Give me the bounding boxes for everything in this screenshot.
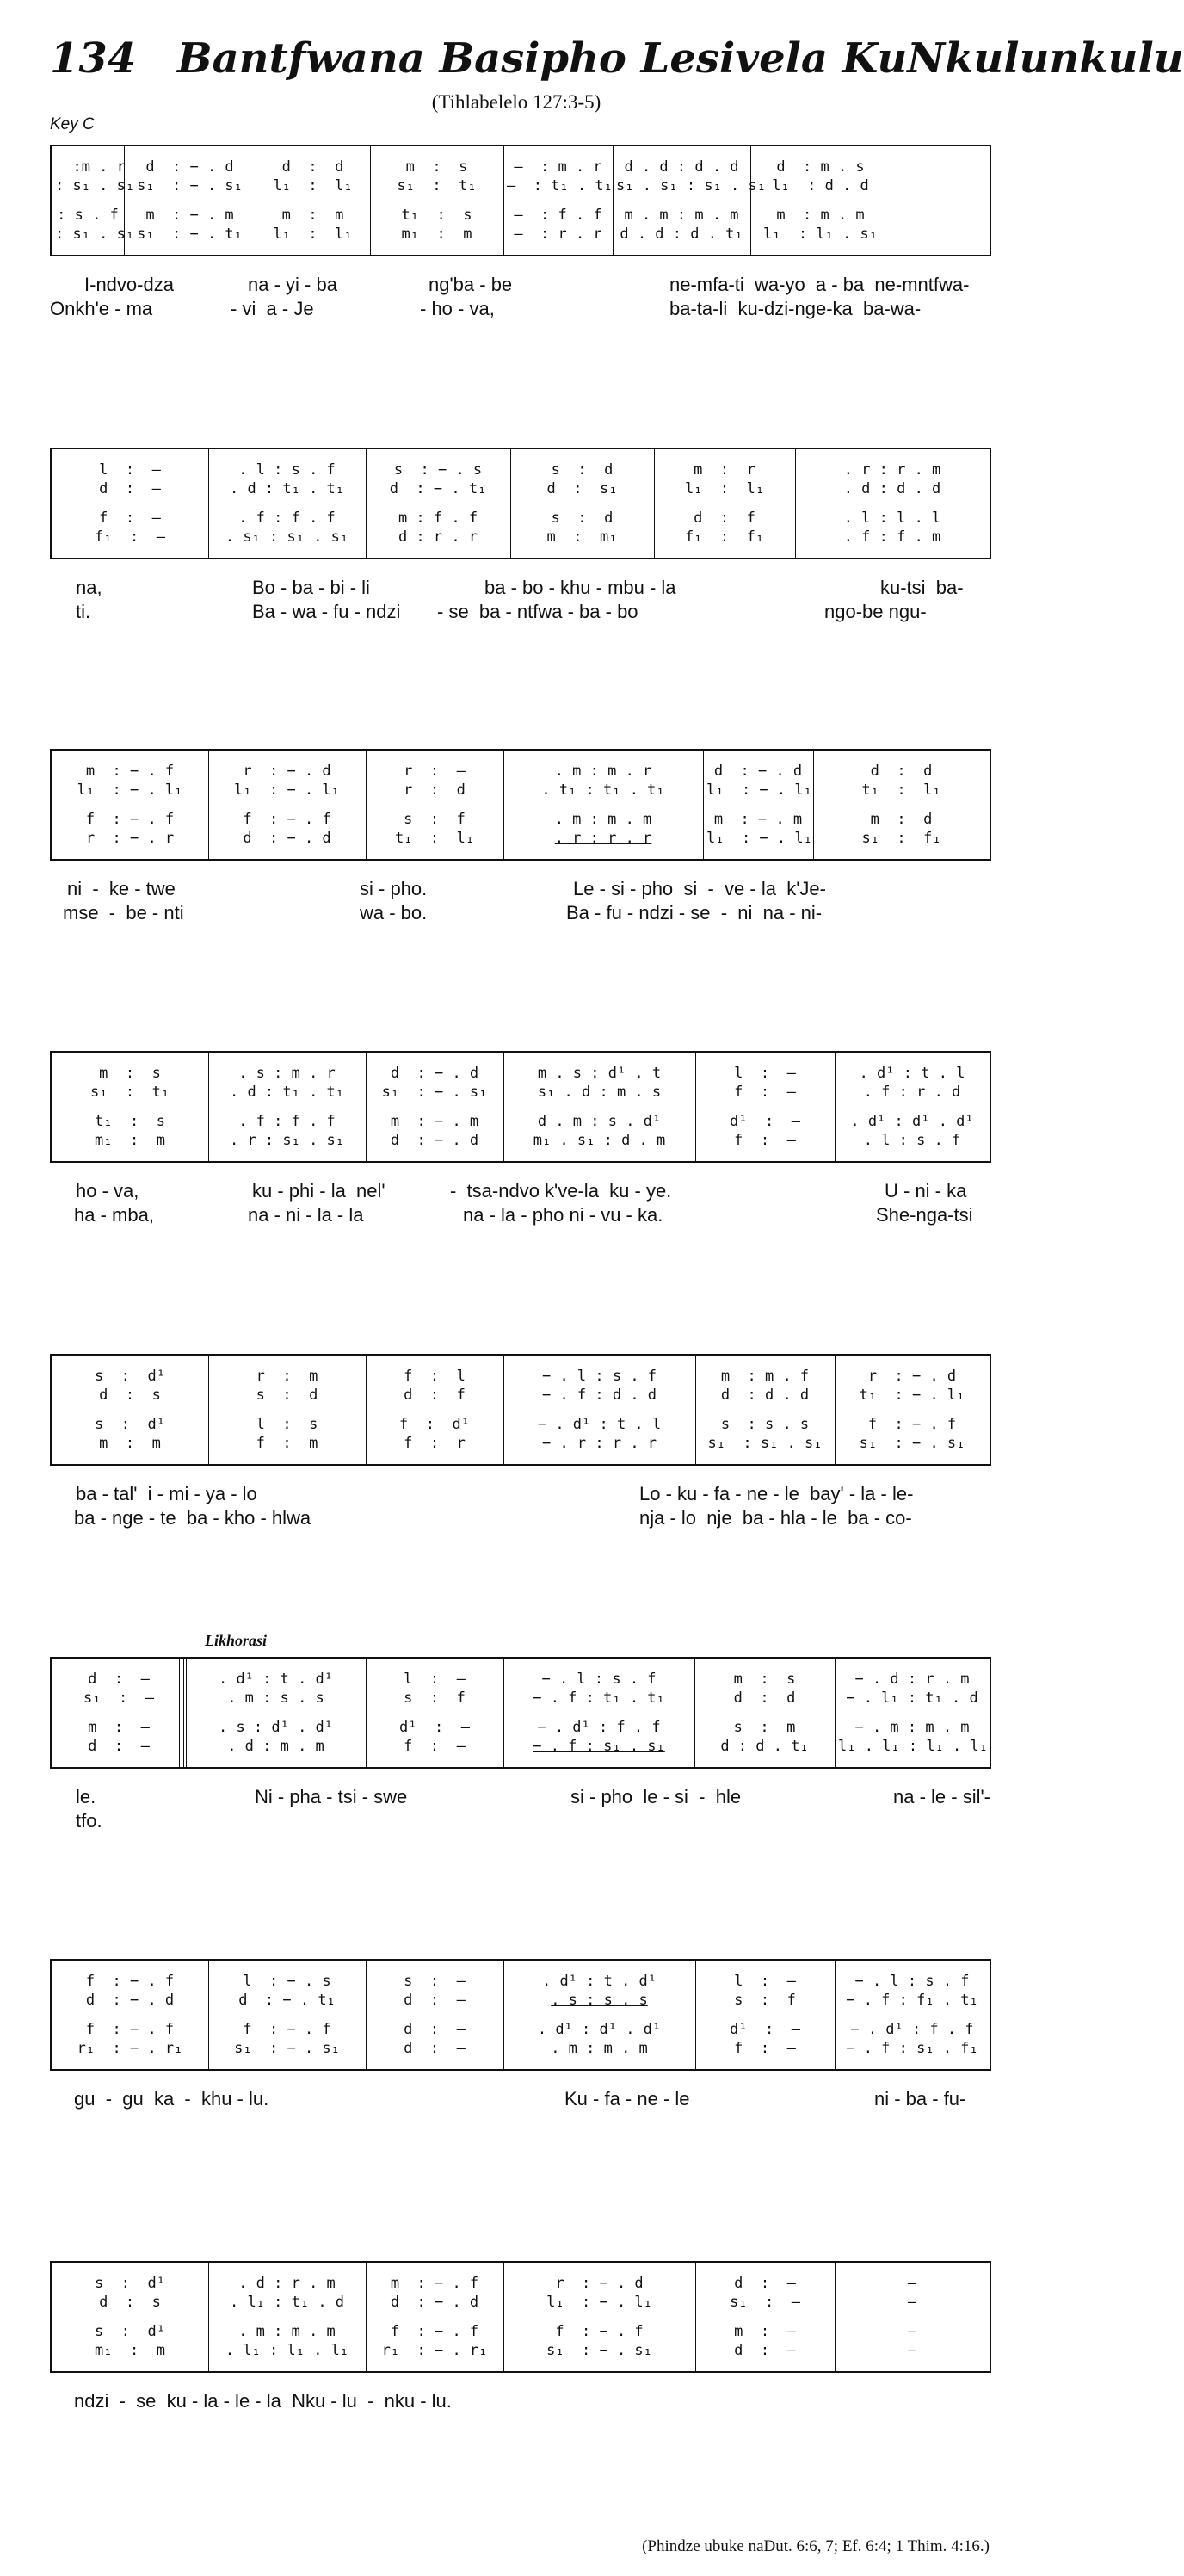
solfa-note: t₁ : l₁ [861, 781, 941, 799]
lyric-line: si - pho le - si - hle [570, 1786, 742, 1807]
barline [695, 1053, 696, 1161]
solfa-note: r : m [256, 1368, 318, 1385]
solfa-note: s₁ : − . s₁ [234, 2040, 340, 2057]
lyric-line: Bo - ba - bi - li [252, 577, 370, 598]
solfa-note: r : − . d [243, 763, 331, 780]
barline [694, 1659, 695, 1767]
barline [208, 449, 209, 558]
barline [503, 146, 504, 255]
solfa-note: . f : f . f [238, 1113, 336, 1130]
lyric-line: ne-mfa-ti wa-yo a - ba ne-mntfwa- [669, 274, 970, 295]
barline [503, 1659, 504, 1767]
solfa-note: f : — [404, 1738, 466, 1755]
solfa-note: t₁ : − . l₁ [859, 1387, 965, 1404]
solfa-note: l₁ : − . l₁ [706, 830, 812, 847]
solfa-note: d : − . d [243, 830, 331, 847]
solfa-note: r : − . d [555, 2275, 644, 2292]
solfa-note: . s₁ : s₁ . s₁ [225, 528, 349, 546]
solfa-note: r₁ : − . r₁ [77, 2040, 183, 2057]
key-signature: Key C [50, 115, 95, 133]
solfa-note: . f : r . d [863, 1084, 961, 1101]
barline [370, 146, 371, 255]
solfa-note: − . f : s₁ . s₁ [533, 1738, 665, 1755]
tonic-solfa-staff [50, 2261, 991, 2373]
solfa-note: s : s . s [720, 1416, 810, 1433]
solfa-note: s : d¹ [95, 1416, 165, 1433]
solfa-note: m₁ : m [95, 2342, 165, 2359]
lyric-line: ho - va, [76, 1180, 139, 1202]
barline [835, 1659, 836, 1767]
solfa-note: s : d¹ [95, 1368, 165, 1385]
solfa-note: . l : s . f [863, 1132, 961, 1149]
solfa-note: f : − . f [243, 2021, 331, 2038]
barline [208, 2263, 209, 2371]
solfa-note: . l₁ : t₁ . d [229, 2294, 345, 2311]
solfa-note: d : d [733, 1690, 796, 1707]
solfa-note: f : d¹ [399, 1416, 470, 1433]
solfa-note: − . l : s . f [541, 1368, 657, 1385]
barline [510, 449, 511, 558]
solfa-note: d . d : d . t₁ [620, 225, 743, 243]
barline [366, 449, 367, 558]
solfa-note: m : m [99, 1435, 161, 1452]
solfa-note: . d : r . m [238, 2275, 336, 2292]
solfa-note: − . f : s₁ . f₁ [846, 2040, 978, 2057]
solfa-note: — [907, 2275, 917, 2292]
solfa-note: s₁ : s₁ . s₁ [707, 1435, 823, 1452]
lyric-line: tfo. [76, 1810, 102, 1832]
solfa-note: — : f . f [514, 207, 602, 224]
solfa-note: l₁ : d . d [772, 177, 869, 195]
lyric-line: Onkh'e - ma [50, 298, 153, 319]
lyric-line: gu - gu ka - khu - lu. [74, 2088, 269, 2110]
solfa-note: s : d [551, 461, 614, 479]
barline [366, 1356, 367, 1464]
solfa-note: l : − . s [243, 1973, 331, 1990]
solfa-note: . t₁ : t₁ . t₁ [541, 781, 665, 799]
solfa-note: r : − . d [867, 1368, 957, 1385]
solfa-note: t₁ : s [401, 207, 472, 224]
solfa-note: f : r [404, 1435, 466, 1452]
lyric-line: nja - lo nje ba - hla - le ba - co- [639, 1507, 912, 1529]
solfa-note: m : s [733, 1671, 796, 1688]
solfa-note: :m . r [55, 158, 126, 176]
solfa-note: m : − . m [713, 811, 803, 828]
scripture-references: (Phindze ubuke naDut. 6:6, 7; Ef. 6:4; 1 Thim. 4:16.) [642, 2537, 990, 2555]
barline [208, 751, 209, 859]
solfa-note: . f : f . m [843, 528, 941, 546]
solfa-note: . s : s . s [551, 1992, 648, 2009]
solfa-note: . f : f . f [238, 510, 336, 527]
solfa-note: . d : t₁ . t₁ [229, 480, 345, 497]
hymn-title: Bantfwana Basipho Lesivela KuNkulunkulu [177, 34, 1184, 83]
solfa-note: f : − . f [555, 2323, 644, 2340]
tonic-solfa-staff [50, 1657, 991, 1769]
barline [503, 1961, 504, 2069]
solfa-note: m : m₁ [546, 528, 618, 546]
solfa-note: d . d : d . d [624, 158, 739, 176]
lyric-line: ti. [76, 601, 91, 622]
lyric-line: ni - ba - fu- [874, 2088, 966, 2110]
barline [703, 751, 704, 859]
lyric-line: ni - ke - twe [67, 878, 176, 899]
solfa-note: . l₁ : l₁ . l₁ [225, 2342, 349, 2359]
solfa-note: s : d [256, 1387, 318, 1404]
solfa-note: s : f [404, 1690, 466, 1707]
solfa-note: . d : t₁ . t₁ [229, 1084, 345, 1101]
solfa-note: d : m . s [776, 158, 865, 176]
solfa-note: d : f [694, 510, 755, 527]
solfa-note: — : m . r [514, 158, 602, 176]
solfa-note: : s₁ . s₁ [55, 225, 135, 243]
solfa-note: d : — [88, 1738, 150, 1755]
solfa-note: — : r . r [514, 225, 602, 243]
solfa-note: d¹ : — [730, 2021, 800, 2038]
solfa-note: − . f : t₁ . t₁ [533, 1690, 665, 1707]
solfa-note: d : f [404, 1387, 466, 1404]
barline [835, 2263, 836, 2371]
solfa-note: f : — [734, 1132, 796, 1149]
barline [835, 1053, 836, 1161]
solfa-note: − . l₁ : t₁ . d [846, 1690, 978, 1707]
lyric-line: Ni - pha - tsi - swe [255, 1786, 408, 1807]
solfa-note: m₁ : m [95, 1132, 165, 1149]
solfa-note: m : m [281, 207, 344, 224]
solfa-note: l₁ : l₁ [684, 480, 765, 497]
lyric-line: Ku - fa - ne - le [564, 2088, 690, 2110]
barline [208, 1053, 209, 1161]
solfa-note: s : d¹ [95, 2323, 165, 2340]
solfa-note: m : − . m [145, 207, 234, 224]
tonic-solfa-staff [50, 448, 991, 559]
lyric-line: ngo-be ngu- [824, 601, 927, 622]
lyric-line: ku-tsi ba- [880, 577, 964, 598]
barline [795, 449, 796, 558]
solfa-note: d : s₁ [546, 480, 618, 497]
solfa-note: m : f . f [398, 510, 478, 527]
solfa-note: l₁ : − . l₁ [706, 781, 812, 799]
barline [366, 1961, 367, 2069]
solfa-note: s : — [404, 1973, 466, 1990]
solfa-note: — [907, 2294, 917, 2311]
solfa-note: l₁ : − . l₁ [234, 781, 340, 799]
solfa-note: d . m : s . d¹ [537, 1113, 662, 1130]
solfa-note: − . d¹ : f . f [537, 1719, 661, 1736]
solfa-note: s₁ : − . s₁ [859, 1435, 965, 1452]
solfa-note: d¹ : — [399, 1719, 470, 1736]
tonic-solfa-staff [50, 1354, 991, 1466]
solfa-note: m : s [99, 1065, 161, 1082]
barline [503, 2263, 504, 2371]
solfa-note: d : r . r [398, 528, 478, 546]
lyric-line: Lo - ku - fa - ne - le bay' - la - le- [639, 1483, 914, 1504]
lyric-line: ha - mba, [74, 1204, 154, 1226]
solfa-note: . d¹ : t . l [859, 1065, 965, 1082]
barline [750, 146, 751, 255]
solfa-note: f : m [256, 1435, 318, 1452]
solfa-note: m : − . f [85, 763, 175, 780]
lyric-line: ng'ba - be [429, 274, 513, 295]
lyric-line: ba - nge - te ba - kho - hlwa [74, 1507, 311, 1529]
solfa-note: s₁ : − . t₁ [137, 225, 243, 243]
solfa-note: f : l [404, 1368, 466, 1385]
solfa-note: . m : m . m [238, 2323, 336, 2340]
solfa-note: f : − . f [243, 811, 331, 828]
solfa-note: d¹ : — [730, 1113, 800, 1130]
solfa-note: f₁ : f₁ [684, 528, 765, 546]
solfa-note: s₁ : — [83, 1690, 154, 1707]
solfa-note: l : — [404, 1671, 466, 1688]
solfa-note: : s . f [57, 207, 119, 224]
solfa-note: − . f : d . d [541, 1387, 657, 1404]
barline [813, 751, 814, 859]
solfa-note: s : f [734, 1992, 796, 2009]
barline [695, 1356, 696, 1464]
solfa-note: . r : r . r [554, 830, 652, 847]
solfa-note: t₁ : l₁ [394, 830, 475, 847]
solfa-note: d : − . d [390, 1132, 479, 1149]
lyric-line: She-nga-tsi [876, 1204, 973, 1226]
lyric-line: na - la - pho ni - vu - ka. [463, 1204, 663, 1226]
solfa-note: s₁ : − . s₁ [381, 1084, 488, 1101]
solfa-note: . s : d¹ . d¹ [218, 1719, 334, 1736]
lyric-line: le. [76, 1786, 96, 1807]
solfa-note: . d : d . d [843, 480, 941, 497]
solfa-note: s₁ . s₁ : s₁ . s₁ [616, 177, 766, 195]
barline [186, 1659, 187, 1767]
solfa-note: s₁ : t₁ [89, 1084, 170, 1101]
solfa-note: s : f [404, 811, 466, 828]
solfa-note: l₁ : l₁ [273, 177, 353, 195]
solfa-note: m . m : m . m [624, 207, 739, 224]
solfa-note: d : − . d [85, 1992, 175, 2009]
solfa-note: − . l : s . f [541, 1671, 657, 1688]
lyric-line: ba - bo - khu - mbu - la [484, 577, 676, 598]
chorus-label: Likhorasi [205, 1632, 268, 1649]
solfa-note: l₁ : − . l₁ [77, 781, 183, 799]
solfa-note: . m : m . r [554, 763, 652, 780]
solfa-note: . r : r . m [843, 461, 941, 479]
solfa-note: l₁ : l₁ . s₁ [762, 225, 879, 243]
solfa-note: l : s [256, 1416, 318, 1433]
lyric-line: wa - bo. [360, 902, 428, 924]
solfa-note: s : − . s [393, 461, 483, 479]
solfa-note: d : s [99, 1387, 161, 1404]
solfa-note: . d¹ : d¹ . d¹ [537, 2021, 662, 2038]
tonic-solfa-staff [50, 1051, 991, 1163]
solfa-note: m₁ : m [401, 225, 472, 243]
solfa-note: t₁ : s [95, 1113, 165, 1130]
solfa-note: m : — [88, 1719, 150, 1736]
solfa-note: d : − . d [713, 763, 803, 780]
solfa-note: d : − . d [390, 2294, 479, 2311]
solfa-note: f : − . f [867, 1416, 957, 1433]
lyric-line: na - le - sil'- [893, 1786, 990, 1807]
barline [366, 2263, 367, 2371]
barline [366, 1659, 367, 1767]
solfa-note: l₁ : − . l₁ [546, 2294, 652, 2311]
barline [503, 1356, 504, 1464]
barline [208, 1356, 209, 1464]
solfa-note: m : d [870, 811, 933, 828]
solfa-note: − . d : r . m [854, 1671, 970, 1688]
solfa-note: m : m . m [776, 207, 865, 224]
lyric-line: - vi a - Je [231, 298, 314, 319]
solfa-note: . m : s . s [227, 1690, 324, 1707]
solfa-note: l : — [734, 1065, 796, 1082]
lyric-line: Ba - fu - ndzi - se - ni na - ni- [566, 902, 823, 924]
solfa-note: d : — [404, 2021, 466, 2038]
solfa-note: l₁ : l₁ [273, 225, 353, 243]
solfa-note: d : − . t₁ [238, 1992, 336, 2009]
barline [366, 1053, 367, 1161]
lyric-line: na, [76, 577, 102, 598]
solfa-note: . d¹ : t . d¹ [218, 1671, 334, 1688]
lyric-line: - ho - va, [420, 298, 495, 319]
solfa-note: f : − . f [85, 1973, 175, 1990]
solfa-note: . m : m . m [551, 2040, 648, 2057]
solfa-note: f : — [734, 1084, 796, 1101]
solfa-note: f : − . f [85, 811, 175, 828]
solfa-note: d : d [281, 158, 344, 176]
solfa-note: r : − . r [85, 830, 175, 847]
solfa-note: . d¹ : d¹ . d¹ [850, 1113, 974, 1130]
lyric-line: Ba - wa - fu - ndzi [252, 601, 401, 622]
solfa-note: m : m . f [720, 1368, 810, 1385]
lyric-line: ba-ta-li ku-dzi-nge-ka ba-wa- [669, 298, 922, 319]
solfa-note: . s : m . r [238, 1065, 336, 1082]
tonic-solfa-staff [50, 1959, 991, 2071]
hymn-subtitle: (Tihlabelelo 127:3-5) [431, 91, 601, 113]
solfa-note: m : r [694, 461, 755, 479]
solfa-note: — : t₁ . t₁ [507, 177, 613, 195]
barline [695, 2263, 696, 2371]
solfa-note: − . r : r . r [541, 1435, 657, 1452]
solfa-note: − . l : s . f [854, 1973, 970, 1990]
solfa-note: s₁ : − . s₁ [137, 177, 243, 195]
lyric-line: I-ndvo-dza [84, 274, 174, 295]
lyric-line: na - ni - la - la [248, 1204, 364, 1226]
solfa-note: : s₁ . s₁ [55, 177, 135, 195]
solfa-note: d : — [99, 480, 161, 497]
lyric-line: mse - be - nti [63, 902, 184, 924]
solfa-note: d : — [88, 1671, 150, 1688]
barline [654, 449, 655, 558]
barline [613, 146, 614, 255]
solfa-note: d : s [99, 2294, 161, 2311]
solfa-note: r : d [404, 781, 466, 799]
barline [835, 1961, 836, 2069]
solfa-note: s : d [551, 510, 614, 527]
solfa-note: − . m : m . m [854, 1719, 970, 1736]
solfa-note: d : d . d [720, 1387, 810, 1404]
solfa-note: − . d¹ : f . f [850, 2021, 974, 2038]
solfa-note: m : s [405, 158, 468, 176]
lyric-line: Le - si - pho si - ve - la k'Je- [573, 878, 826, 899]
solfa-note: . d¹ : t . d¹ [541, 1973, 657, 1990]
hymn-heading [50, 34, 1184, 83]
solfa-note: r₁ : − . r₁ [381, 2342, 488, 2359]
solfa-note: m₁ . s₁ : d . m [533, 1132, 666, 1149]
solfa-note: d : d . t₁ [720, 1738, 809, 1755]
barline [208, 1961, 209, 2069]
lyric-line: U - ni - ka [885, 1180, 967, 1202]
solfa-note: s₁ : f₁ [861, 830, 941, 847]
barline [503, 751, 504, 859]
solfa-note: f : — [99, 510, 161, 527]
solfa-note: f : − . f [85, 2021, 175, 2038]
barline [366, 751, 367, 859]
solfa-note: . m : m . m [554, 811, 652, 828]
solfa-note: d : − . t₁ [389, 480, 487, 497]
lyric-line: ku - phi - la nel' [252, 1180, 385, 1202]
solfa-note: − . f : f₁ . t₁ [846, 1992, 978, 2009]
solfa-note: s : d¹ [95, 2275, 165, 2292]
solfa-note: — [907, 2323, 917, 2340]
solfa-note: m . s : d¹ . t [537, 1065, 662, 1082]
solfa-note: d : − . d [390, 1065, 479, 1082]
solfa-note: f : − . f [390, 2323, 479, 2340]
solfa-note: m : − . f [390, 2275, 479, 2292]
solfa-note: d : — [404, 2040, 466, 2057]
solfa-note: d : — [404, 1992, 466, 2009]
solfa-note: m : — [734, 2323, 796, 2340]
solfa-note: d : − . d [145, 158, 234, 176]
lyric-line: si - pho. [360, 878, 428, 899]
solfa-note: f : — [734, 2040, 796, 2057]
solfa-note: . l : s . f [238, 461, 336, 479]
lyric-line: - tsa-ndvo k've-la ku - ye. [450, 1180, 672, 1202]
solfa-note: — [907, 2342, 917, 2359]
tonic-solfa-staff [50, 145, 991, 256]
solfa-note: . r : s₁ . s₁ [229, 1132, 345, 1149]
solfa-note: . d : m . m [227, 1738, 324, 1755]
tonic-solfa-staff [50, 749, 991, 861]
lyric-line: na - yi - ba [248, 274, 337, 295]
solfa-note: d : d [870, 763, 933, 780]
solfa-note: l : — [99, 461, 161, 479]
lyric-line: - se ba - ntfwa - ba - bo [437, 601, 638, 622]
hymn-number: 134 [50, 34, 137, 83]
solfa-note: − . d¹ : t . l [537, 1416, 662, 1433]
solfa-note: s₁ : − . s₁ [546, 2342, 652, 2359]
solfa-note: s : m [733, 1719, 796, 1736]
lyric-line: ndzi - se ku - la - le - la Nku - lu - nku - lu. [74, 2390, 452, 2412]
solfa-note: l : — [734, 1973, 796, 1990]
solfa-note: s₁ : t₁ [397, 177, 477, 195]
barline [503, 1053, 504, 1161]
barline [835, 1356, 836, 1464]
lyric-line: ba - tal' i - mi - ya - lo [76, 1483, 257, 1504]
solfa-note: r : — [404, 763, 466, 780]
solfa-note: f₁ : — [95, 528, 165, 546]
barline [695, 1961, 696, 2069]
solfa-note: d : — [734, 2342, 796, 2359]
solfa-note: m : − . m [390, 1113, 479, 1130]
solfa-note: . l : l . l [843, 510, 941, 527]
solfa-note: s₁ . d : m . s [537, 1084, 662, 1101]
solfa-note: l₁ . l₁ : l₁ . l₁ [838, 1738, 988, 1755]
solfa-note: s₁ : — [730, 2294, 800, 2311]
solfa-note: d : — [734, 2275, 796, 2292]
